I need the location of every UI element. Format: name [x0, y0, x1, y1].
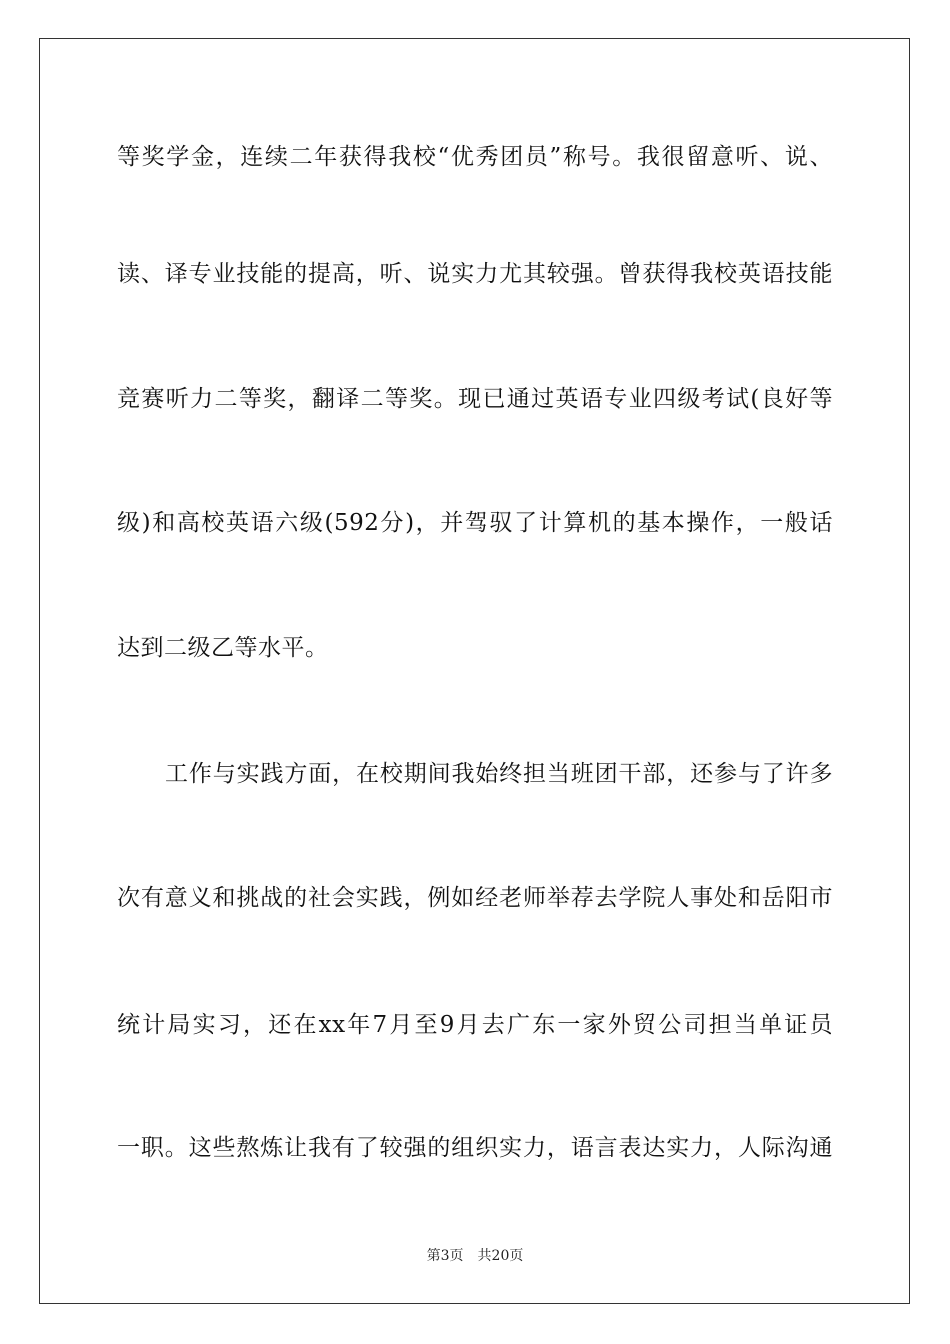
body-line-9: 一职。这些熬炼让我有了较强的组织实力，语言表达实力，人际沟通 [117, 1135, 833, 1161]
body-line-8: 统计局实习，还在xx年7月至9月去广东一家外贸公司担当单证员 [117, 1012, 833, 1038]
page-total: 共20页 [477, 1248, 524, 1264]
body-line-7: 次有意义和挑战的社会实践，例如经老师举荐去学院人事处和岳阳市 [117, 885, 833, 911]
page-number: 第3页 [426, 1248, 464, 1264]
body-line-5: 达到二级乙等水平。 [117, 635, 329, 661]
body-line-1: 等奖学金，连续二年获得我校“优秀团员”称号。我很留意听、说、 [117, 144, 833, 170]
page-footer [0, 1247, 950, 1265]
page-border [39, 38, 910, 1304]
body-line-4: 级)和高校英语六级(592分)，并驾驭了计算机的基本操作，一般话 [117, 510, 833, 536]
body-line-3: 竞赛听力二等奖，翻译二等奖。现已通过英语专业四级考试(良好等 [117, 386, 833, 412]
body-line-6: 工作与实践方面，在校期间我始终担当班团干部，还参与了许多 [165, 761, 833, 787]
body-line-2: 读、译专业技能的提高，听、说实力尤其较强。曾获得我校英语技能 [117, 261, 833, 287]
